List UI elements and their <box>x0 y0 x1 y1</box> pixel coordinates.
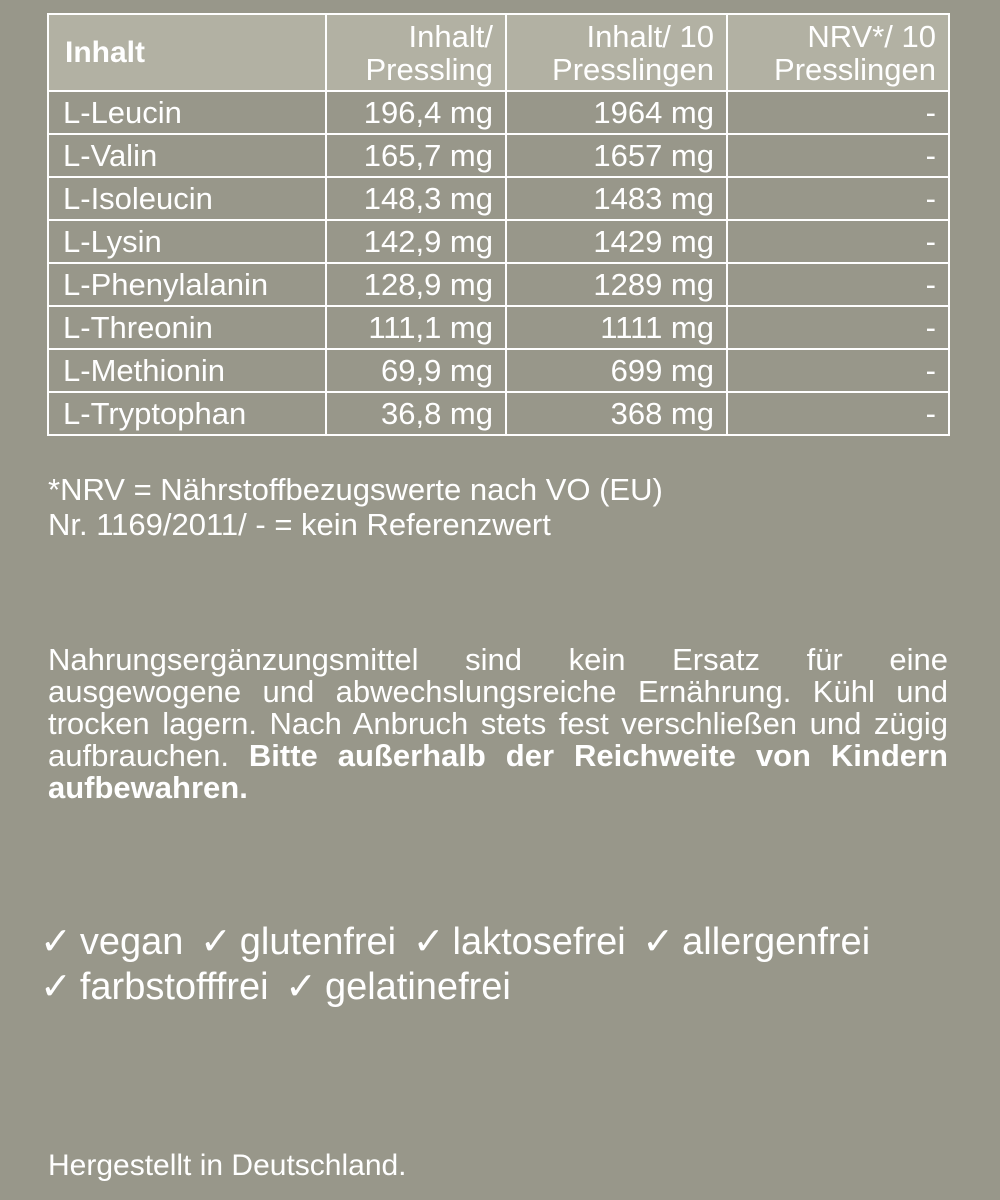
amount-per-unit: 128,9 mg <box>326 263 506 306</box>
amount-per-unit: 165,7 mg <box>326 134 506 177</box>
ingredient-name: L-Tryptophan <box>48 392 326 435</box>
nrv-value: - <box>727 134 949 177</box>
attribute-label: gelatinefrei <box>324 966 511 1008</box>
attribute-badge <box>200 920 396 965</box>
table-row <box>48 392 949 435</box>
checkmark-icon: ✓ <box>199 921 232 963</box>
attribute-badge <box>413 920 626 965</box>
table-row <box>48 306 949 349</box>
amount-per-ten: 699 mg <box>506 349 727 392</box>
header-nrv <box>727 14 949 91</box>
amount-per-unit: 69,9 mg <box>326 349 506 392</box>
table-header-row <box>48 14 949 91</box>
ingredient-name: L-Methionin <box>48 349 326 392</box>
table-row <box>48 349 949 392</box>
header-per-ten-line1: Inhalt/ 10 <box>586 18 714 54</box>
ingredient-name: L-Lysin <box>48 220 326 263</box>
amount-per-unit: 148,3 mg <box>326 177 506 220</box>
header-per-unit-line1: Inhalt/ <box>408 18 493 54</box>
attribute-label: glutenfrei <box>239 921 397 963</box>
header-name: Inhalt <box>48 14 326 91</box>
origin-note: Hergestellt in Deutschland. <box>48 1149 407 1182</box>
amount-per-ten: 1429 mg <box>506 220 727 263</box>
amount-per-unit: 142,9 mg <box>326 220 506 263</box>
nrv-footnote <box>48 472 948 542</box>
storage-notice <box>48 644 948 804</box>
attribute-label: vegan <box>79 921 184 963</box>
amount-per-unit: 196,4 mg <box>326 91 506 134</box>
attribute-label: farbstofffrei <box>79 966 269 1008</box>
ingredient-name: L-Isoleucin <box>48 177 326 220</box>
ingredient-name: L-Leucin <box>48 91 326 134</box>
nrv-value: - <box>727 263 949 306</box>
attribute-badge <box>40 965 269 1010</box>
checkmark-icon: ✓ <box>40 921 72 963</box>
header-per-unit-line2: Pressling <box>365 51 493 87</box>
footnote-line1: *NRV = Nährstoffbezugswerte nach VO (EU) <box>48 472 663 507</box>
table-row <box>48 177 949 220</box>
amount-per-ten: 368 mg <box>506 392 727 435</box>
header-nrv-line1: NRV*/ 10 <box>807 18 936 54</box>
amount-per-unit: 36,8 mg <box>326 392 506 435</box>
table-row <box>48 134 949 177</box>
table-row <box>48 220 949 263</box>
attribute-badge <box>285 965 511 1010</box>
amount-per-ten: 1657 mg <box>506 134 727 177</box>
nrv-value: - <box>727 177 949 220</box>
checkmark-icon: ✓ <box>642 921 675 963</box>
ingredient-name: L-Valin <box>48 134 326 177</box>
ingredient-name: L-Phenylalanin <box>48 263 326 306</box>
nrv-value: - <box>727 349 949 392</box>
attribute-badge <box>642 920 870 965</box>
header-per-ten <box>506 14 727 91</box>
product-attributes <box>40 920 960 1010</box>
notice-warning: Bitte außerhalb der Reichweite von Kindern aufbewahren. <box>48 738 948 805</box>
amount-per-ten: 1483 mg <box>506 177 727 220</box>
nutrition-table <box>47 13 950 436</box>
amount-per-ten: 1289 mg <box>506 263 727 306</box>
header-nrv-line2: Presslingen <box>774 51 936 87</box>
table-row <box>48 91 949 134</box>
checkmark-icon: ✓ <box>285 966 317 1008</box>
nrv-value: - <box>727 392 949 435</box>
ingredient-name: L-Threonin <box>48 306 326 349</box>
table-row <box>48 263 949 306</box>
footnote-line2: Nr. 1169/2011/ - = kein Referenzwert <box>48 507 551 542</box>
amount-per-ten: 1964 mg <box>506 91 727 134</box>
notice-text: Nahrungsergänzungsmittel sind kein Ersatz für eine ausgewogene und abwechslungsreiche Ernährung. Kühl und trocken lagern. Nach Anbruch stets fest verschließen und zügig aufbrauchen. <box>48 642 948 773</box>
checkmark-icon: ✓ <box>40 966 72 1008</box>
nrv-value: - <box>727 220 949 263</box>
amount-per-unit: 111,1 mg <box>326 306 506 349</box>
nrv-value: - <box>727 91 949 134</box>
amount-per-ten: 1111 mg <box>506 306 727 349</box>
checkmark-icon: ✓ <box>412 921 445 963</box>
attribute-label: allergenfrei <box>682 921 871 963</box>
nrv-value: - <box>727 306 949 349</box>
header-per-ten-line2: Presslingen <box>552 51 714 87</box>
header-per-unit <box>326 14 506 91</box>
attribute-label: laktosefrei <box>452 921 626 963</box>
attribute-badge <box>40 920 183 965</box>
